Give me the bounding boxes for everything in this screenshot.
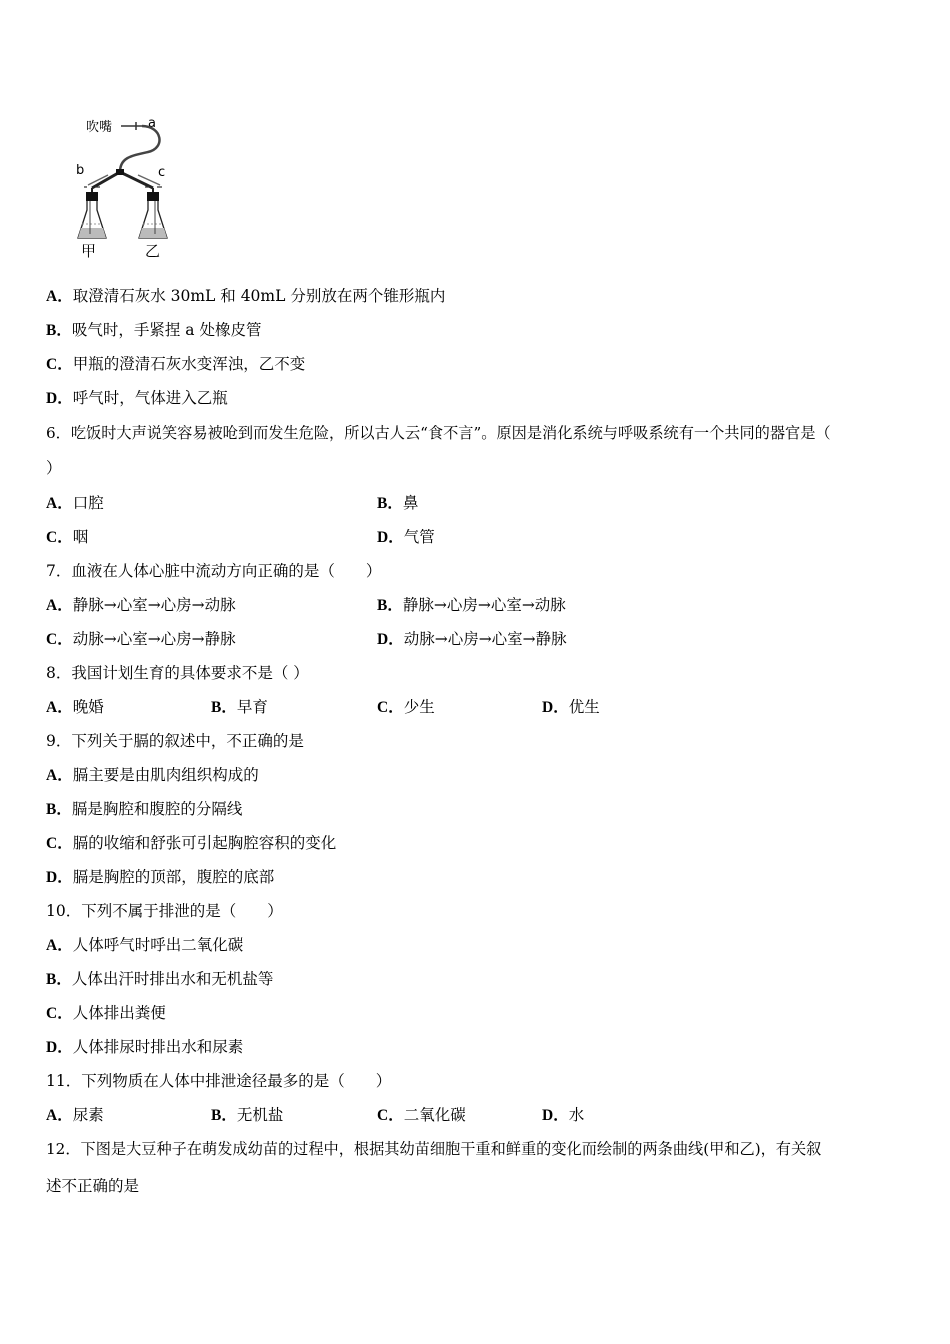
- option-text: 动脉→心室→心房→静脉: [72, 630, 236, 648]
- q12-stem-cont: 述不正确的是: [46, 1177, 140, 1195]
- option-text: 膈是胸腔的顶部，腹腔的底部: [72, 868, 275, 886]
- q9-option-c: [46, 833, 336, 854]
- option-text: 取澄清石灰水 30mL 和 40mL 分别放在两个锥形瓶内: [72, 287, 446, 305]
- option-text: 口腔: [72, 494, 104, 512]
- q9-option-b: [46, 799, 242, 820]
- option-label: D．: [542, 1107, 569, 1124]
- q10-option-d: [46, 1037, 243, 1058]
- option-label: B．: [211, 1107, 237, 1124]
- option-label: B．: [46, 322, 72, 339]
- q8-stem: 8．我国计划生育的具体要求不是（ ）: [46, 664, 309, 682]
- option-text: 早育: [236, 698, 268, 716]
- option-label: A．: [46, 288, 73, 305]
- q5-option-c: [46, 354, 305, 375]
- q5-option-b: [46, 320, 261, 341]
- option-text: 鼻: [402, 494, 419, 512]
- q11-option-c: [377, 1105, 466, 1126]
- q6-option-d: [377, 527, 435, 548]
- option-text: 少生: [403, 698, 435, 716]
- option-label: A．: [46, 597, 73, 614]
- q8-option-d: [542, 697, 600, 718]
- q7-stem: 7．血液在人体心脏中流动方向正确的是（ ）: [46, 562, 382, 580]
- option-label: A．: [46, 937, 73, 954]
- figure-label-blow: 吹嘴: [86, 120, 113, 135]
- option-text: 人体出汗时排出水和无机盐等: [71, 970, 274, 988]
- option-text: 人体排出粪便: [72, 1004, 166, 1022]
- option-text: 膈主要是由肌肉组织构成的: [72, 766, 259, 784]
- q7-option-b: [377, 595, 566, 616]
- option-text: 人体呼气时呼出二氧化碳: [72, 936, 244, 954]
- option-label: B．: [46, 971, 72, 988]
- option-label: C．: [46, 631, 73, 648]
- option-label: D．: [46, 1039, 73, 1056]
- option-label: B．: [211, 699, 237, 716]
- option-label: C．: [46, 835, 73, 852]
- figure-label-c: c: [158, 165, 166, 180]
- q7-option-c: [46, 629, 236, 650]
- option-label: C．: [377, 699, 404, 716]
- option-label: A．: [46, 495, 73, 512]
- option-label: D．: [46, 390, 73, 407]
- q11-stem: 11．下列物质在人体中排泄途径最多的是（ ）: [46, 1072, 392, 1090]
- q10-stem: 10．下列不属于排泄的是（ ）: [46, 902, 283, 920]
- option-text: 晚婚: [72, 698, 104, 716]
- q9-stem: 9．下列关于膈的叙述中，不正确的是: [46, 732, 304, 750]
- q10-option-b: [46, 969, 273, 990]
- q10-option-c: [46, 1003, 166, 1024]
- option-text: 无机盐: [236, 1106, 284, 1124]
- option-label: B．: [377, 597, 403, 614]
- option-label: D．: [542, 699, 569, 716]
- option-text: 膈的收缩和舒张可引起胸腔容积的变化: [72, 834, 337, 852]
- option-text: 呼气时，气体进入乙瓶: [72, 389, 228, 407]
- option-text: 吸气时，手紧捏 a 处橡皮管: [71, 321, 262, 339]
- q6-option-a: [46, 493, 104, 514]
- q7-option-a: [46, 595, 236, 616]
- option-label: A．: [46, 767, 73, 784]
- option-text: 人体排尿时排出水和尿素: [72, 1038, 244, 1056]
- option-label: D．: [46, 869, 73, 886]
- q6-option-b: [377, 493, 418, 514]
- q6-option-c: [46, 527, 88, 548]
- q11-option-a: [46, 1105, 104, 1126]
- q7-option-d: [377, 629, 567, 650]
- option-label: D．: [377, 631, 404, 648]
- option-label: C．: [46, 1005, 73, 1022]
- option-label: A．: [46, 699, 73, 716]
- q5-option-a: [46, 286, 445, 307]
- option-text: 水: [568, 1106, 585, 1124]
- option-text: 优生: [568, 698, 600, 716]
- q6-stem: 6．吃饭时大声说笑容易被呛到而发生危险，所以古人云“食不言”。原因是消化系统与呼吸系统有一个共同的器官是（: [46, 424, 831, 442]
- option-text: 气管: [403, 528, 435, 546]
- option-label: B．: [377, 495, 403, 512]
- figure-label-yi: 乙: [145, 242, 161, 260]
- q12-stem: 12．下图是大豆种子在萌发成幼苗的过程中，根据其幼苗细胞干重和鲜重的变化而绘制的两条曲线(甲和乙)，有关叙: [46, 1140, 822, 1158]
- option-label: C．: [46, 356, 73, 373]
- option-label: C．: [46, 529, 73, 546]
- option-text: 咽: [72, 528, 89, 546]
- q8-option-b: [211, 697, 268, 718]
- option-text: 尿素: [72, 1106, 104, 1124]
- q5-option-d: [46, 388, 228, 409]
- option-label: C．: [377, 1107, 404, 1124]
- q8-option-c: [377, 697, 435, 718]
- option-text: 动脉→心房→心室→静脉: [403, 630, 567, 648]
- option-text: 膈是胸腔和腹腔的分隔线: [71, 800, 243, 818]
- q9-option-a: [46, 765, 259, 786]
- figure-label-b: b: [76, 163, 85, 178]
- option-text: 二氧化碳: [403, 1106, 466, 1124]
- option-text: 静脉→心房→心室→动脉: [402, 596, 566, 614]
- option-label: D．: [377, 529, 404, 546]
- option-label: B．: [46, 801, 72, 818]
- option-text: 静脉→心室→心房→动脉: [72, 596, 236, 614]
- apparatus-figure: [78, 112, 188, 264]
- q6-stem-cont: ）: [46, 459, 62, 477]
- option-text: 甲瓶的澄清石灰水变浑浊，乙不变: [72, 355, 306, 373]
- q10-option-a: [46, 935, 243, 956]
- option-label: A．: [46, 1107, 73, 1124]
- figure-label-jia: 甲: [81, 242, 97, 260]
- q11-option-b: [211, 1105, 283, 1126]
- q11-option-d: [542, 1105, 584, 1126]
- q8-option-a: [46, 697, 104, 718]
- figure-label-a: a: [148, 116, 156, 131]
- q9-option-d: [46, 867, 274, 888]
